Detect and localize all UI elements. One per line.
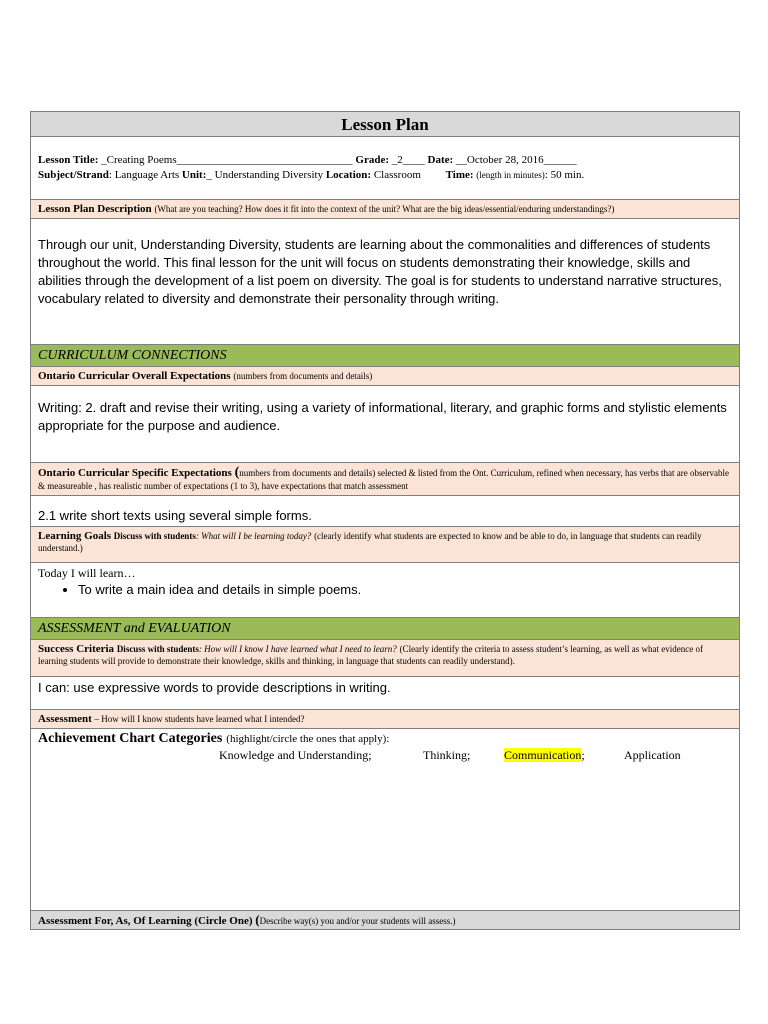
achievement-chart-note: (highlight/circle the ones that apply): <box>226 733 390 745</box>
location-value: Classroom <box>371 169 421 181</box>
achievement-chart-heading <box>38 730 732 747</box>
learning-goals-discuss: Discuss with students <box>113 531 196 541</box>
success-criteria-note: (Clearly identify the criteria to assess student’s learning, as well as what evidence of learning students will provide to demonstrate their knowledge, skills and thinking, in language that students can readily understand). <box>38 644 703 666</box>
achievement-categories <box>38 747 732 763</box>
specific-expectations-paren: ( <box>234 465 240 480</box>
description-text: Through our unit, Understanding Diversity, students are learning about the commonalities and differences of students throughout the world. This final lesson for the unit will focus on students demonstrating their knowledge, skills and abilities through the development of a list poem on diversity. The goal is for students to understand narrative structures, vocabulary related to diversity and demonstrate their personality through writing. <box>38 237 722 306</box>
learning-goals-note: (clearly identify what students are expected to know and be able to do, in language that students can readily understand.) <box>38 531 702 553</box>
grade-value: _2____ <box>389 154 425 166</box>
description-body <box>31 219 739 345</box>
info-line-1 <box>38 153 732 168</box>
description-label: Lesson Plan Description <box>38 203 152 215</box>
specific-expectations-header <box>31 463 739 496</box>
date-value: __October 28, 2016______ <box>453 154 577 166</box>
grade-label: Grade: <box>355 154 389 166</box>
lesson-title-value: _Creating Poems________________________________ <box>98 154 353 166</box>
overall-expectations-body <box>31 386 739 463</box>
assessment-note: – How will I know students have learned what I intended? <box>94 714 305 724</box>
date-label: Date: <box>427 154 454 166</box>
achievement-chart-body <box>31 729 739 911</box>
curriculum-heading: CURRICULUM CONNECTIONS <box>31 345 739 367</box>
time-note: (length in minutes) <box>476 170 545 180</box>
assessment-label: Assessment <box>38 713 92 725</box>
assessment-for-as-of-header <box>31 911 739 929</box>
location-label: Location: <box>325 169 372 181</box>
success-criteria-header <box>31 640 739 677</box>
overall-expectations-note: (numbers from documents and details) <box>233 371 373 381</box>
learning-goals-header <box>31 527 739 563</box>
info-line-2 <box>38 168 732 183</box>
lesson-plan-table <box>30 111 740 930</box>
assessment-for-as-of-label: Assessment For, As, Of Learning (Circle One) <box>38 915 253 927</box>
category-communication-group <box>504 747 585 763</box>
specific-expectations-note: numbers from documents and details) selected & listed from the Ont. Curriculum, refined when necessary, has verbs that are observable & measureable , has realistic number of expectations (1 to 3), have expectations that match assessment <box>38 468 729 491</box>
success-criteria-text: I can: use expressive words to provide descriptions in writing. <box>38 680 391 695</box>
assessment-heading: ASSESSMENT and EVALUATION <box>31 618 739 640</box>
category-knowledge[interactable]: Knowledge and Understanding; <box>219 748 372 762</box>
success-criteria-question: : How will I know I have learned what I need to learn? <box>198 644 397 654</box>
unit-label: Unit: <box>181 169 207 181</box>
specific-expectations-label: Ontario Curricular Specific Expectations <box>38 467 232 479</box>
assessment-for-as-of-paren: ( <box>255 912 260 927</box>
overall-expectations-label: Ontario Curricular Overall Expectations <box>38 370 231 382</box>
success-criteria-body <box>31 677 739 710</box>
category-communication-separator: ; <box>581 748 585 762</box>
success-criteria-label: Success Criteria <box>38 643 115 655</box>
description-header <box>31 200 739 219</box>
overall-expectations-text: Writing: 2. draft and revise their writing, using a variety of informational, literary, and graphic forms and stylistic elements appropriate for the purpose and audience. <box>38 400 727 433</box>
assessment-header <box>31 710 739 729</box>
description-note: (What are you teaching? How does it fit into the context of the unit? What are the big ideas/essential/enduring understandings?) <box>154 204 615 214</box>
achievement-chart-label: Achievement Chart Categories <box>38 731 223 746</box>
learning-goals-question: : What will I be learning today? <box>195 531 312 541</box>
subject-label: Subject/Strand <box>38 169 109 181</box>
learning-goal-item: • To write a main idea and details in simple poems. <box>78 581 732 599</box>
page-title: Lesson Plan <box>31 112 739 137</box>
subject-value: : Language Arts <box>108 169 180 181</box>
category-application[interactable]: Application <box>624 748 681 762</box>
learning-goals-label: Learning Goals <box>38 530 112 542</box>
overall-expectations-header <box>31 367 739 386</box>
learning-goals-list <box>38 581 732 599</box>
assessment-for-as-of-note: Describe way(s) you and/or your students will assess.) <box>259 916 456 926</box>
specific-expectations-body <box>31 496 739 527</box>
time-label: Time: <box>445 169 474 181</box>
category-thinking[interactable]: Thinking; <box>423 748 471 762</box>
time-value: : 50 min. <box>544 169 585 181</box>
unit-value: _ Understanding Diversity <box>206 169 324 181</box>
lesson-title-label: Lesson Title: <box>38 154 99 166</box>
learning-goals-body <box>31 563 739 618</box>
category-communication[interactable]: Communication <box>504 748 582 762</box>
lesson-info <box>31 137 739 200</box>
success-criteria-discuss: Discuss with students <box>116 644 199 654</box>
specific-expectations-text: 2.1 write short texts using several simple forms. <box>38 508 312 523</box>
learning-goals-intro: Today I will learn… <box>38 566 136 580</box>
